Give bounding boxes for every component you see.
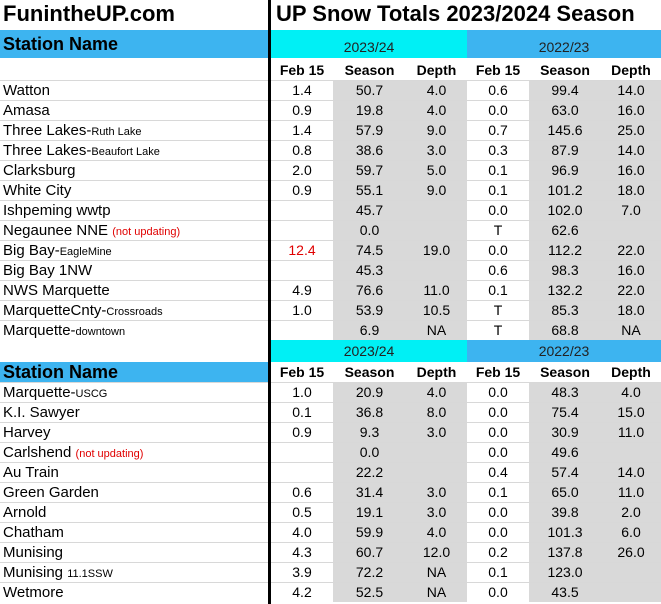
station-name-suffix: Crossroads (106, 306, 163, 318)
cell-season-previous: 65.0 (529, 483, 601, 502)
cell-feb15-current: 0.5 (292, 504, 312, 520)
cell-season-previous: 132.2 (529, 281, 601, 300)
cell-season-previous: 49.6 (529, 443, 601, 462)
station-name-main: K.I. Sawyer (3, 404, 80, 421)
station-name-main: Munising (3, 564, 68, 581)
station-name-main: Munising (3, 544, 64, 561)
cell-feb15-previous: 0.0 (488, 404, 508, 420)
station-name (3, 483, 99, 503)
station-name-main: Carlshend (3, 444, 72, 461)
table-row (0, 240, 661, 260)
cell-feb15-previous: 0.1 (488, 182, 508, 198)
cell-depth-current: NA (406, 321, 467, 340)
cell-feb15-previous: 0.1 (488, 162, 508, 178)
site-name[interactable]: FunintheUP.com (0, 0, 270, 28)
cell-feb15-current: 0.9 (292, 102, 312, 118)
station-name-main: Ishpeming wwtp (3, 202, 111, 219)
cell-depth-current (406, 443, 467, 462)
cell-depth-current: 9.0 (406, 121, 467, 140)
table-row (0, 260, 661, 280)
cell-depth-current: 11.0 (406, 281, 467, 300)
cell-season-current: 36.8 (333, 403, 406, 422)
table-row (0, 300, 661, 320)
station-name-suffix: Ruth Lake (91, 126, 142, 138)
cell-season-previous: 48.3 (529, 383, 601, 402)
cell-depth-previous: 11.0 (601, 483, 661, 502)
table-row (0, 462, 661, 482)
cell-feb15-previous: 0.7 (488, 122, 508, 138)
cell-season-previous: 30.9 (529, 423, 601, 442)
cell-depth-previous: 16.0 (601, 161, 661, 180)
cell-season-previous: 57.4 (529, 463, 601, 482)
cell-feb15-current (271, 201, 333, 220)
cell-feb15-previous: 0.3 (488, 142, 508, 158)
cell-feb15-current: 0.9 (292, 424, 312, 440)
column-header-row-1 (0, 60, 661, 80)
table-row (0, 180, 661, 200)
cell-feb15-current: 1.0 (292, 384, 312, 400)
station-name-main: Wetmore (3, 584, 64, 601)
cell-season-current: 50.7 (333, 81, 406, 100)
cell-depth-previous: 2.0 (601, 503, 661, 522)
cell-depth-current: 19.0 (406, 241, 467, 260)
station-name (3, 81, 50, 101)
table-row (0, 280, 661, 300)
cell-feb15-previous: 0.0 (488, 584, 508, 600)
cell-feb15-previous: 0.4 (488, 464, 508, 480)
cell-feb15-current (271, 221, 333, 240)
col-depth-previous-2: Depth (611, 364, 651, 380)
station-name-main: Marquette- (3, 384, 76, 401)
cell-feb15-current: 0.6 (292, 484, 312, 500)
station-name (3, 281, 110, 301)
table-row (0, 402, 661, 422)
year-previous-header: 2022/23 (467, 30, 661, 58)
station-name-main: Green Garden (3, 484, 99, 501)
cell-season-previous: 137.8 (529, 543, 601, 562)
station-name-suffix: EagleMine (59, 246, 112, 258)
not-updating-note: (not updating) (75, 448, 144, 460)
table-row (0, 320, 661, 340)
station-name-header: Station Name (0, 30, 268, 58)
cell-depth-current: 9.0 (406, 181, 467, 200)
station-name-main: Amasa (3, 102, 50, 119)
cell-season-current: 31.4 (333, 483, 406, 502)
column-divider (268, 0, 271, 604)
cell-feb15-current: 0.8 (292, 142, 312, 158)
station-name (3, 443, 143, 463)
cell-season-previous: 39.8 (529, 503, 601, 522)
col-feb15-current: Feb 15 (279, 62, 325, 78)
station-name (3, 463, 59, 483)
cell-season-current: 76.6 (333, 281, 406, 300)
col-season-current: Season (344, 62, 395, 78)
cell-depth-current (406, 221, 467, 240)
cell-season-previous: 98.3 (529, 261, 601, 280)
station-name (3, 141, 160, 161)
cell-season-previous: 87.9 (529, 141, 601, 160)
cell-depth-previous (601, 443, 661, 462)
cell-depth-current: 3.0 (406, 503, 467, 522)
cell-depth-current: 8.0 (406, 403, 467, 422)
cell-feb15-previous: 0.0 (488, 242, 508, 258)
cell-depth-previous: 22.0 (601, 241, 661, 260)
cell-feb15-previous: 0.0 (488, 102, 508, 118)
cell-season-current: 45.7 (333, 201, 406, 220)
cell-feb15-current: 0.1 (292, 404, 312, 420)
cell-season-current: 22.2 (333, 463, 406, 482)
cell-depth-previous: 25.0 (601, 121, 661, 140)
cell-depth-current: 12.0 (406, 543, 467, 562)
station-name-main: Au Train (3, 464, 59, 481)
cell-season-previous: 63.0 (529, 101, 601, 120)
cell-depth-previous: 14.0 (601, 463, 661, 482)
cell-depth-current: 3.0 (406, 423, 467, 442)
cell-feb15-current (271, 261, 333, 280)
cell-season-previous: 112.2 (529, 241, 601, 260)
station-name-main: MarquetteCnty- (3, 302, 107, 319)
cell-feb15-current (271, 463, 333, 482)
cell-depth-current: NA (406, 563, 467, 582)
cell-depth-previous (601, 563, 661, 582)
station-name (3, 221, 180, 241)
section-2-year-header (0, 340, 661, 362)
station-name (3, 503, 46, 523)
cell-depth-previous: 18.0 (601, 181, 661, 200)
station-name-main: Chatham (3, 524, 64, 541)
cell-season-previous: 75.4 (529, 403, 601, 422)
station-name-main: Arnold (3, 504, 47, 521)
cell-feb15-current: 4.2 (292, 584, 312, 600)
cell-feb15-current (271, 443, 333, 462)
cell-season-previous: 85.3 (529, 301, 601, 320)
cell-season-current: 20.9 (333, 383, 406, 402)
cell-depth-previous: 6.0 (601, 523, 661, 542)
cell-feb15-current: 1.4 (292, 122, 312, 138)
cell-season-current: 59.9 (333, 523, 406, 542)
cell-depth-previous: 22.0 (601, 281, 661, 300)
station-name-header-2: Station Name (0, 362, 268, 382)
cell-depth-previous: 14.0 (601, 141, 661, 160)
cell-feb15-current: 0.9 (292, 182, 312, 198)
cell-season-current: 72.2 (333, 563, 406, 582)
cell-season-current: 38.6 (333, 141, 406, 160)
table-row (0, 100, 661, 120)
cell-season-current: 74.5 (333, 241, 406, 260)
cell-season-current: 55.1 (333, 181, 406, 200)
cell-season-current: 59.7 (333, 161, 406, 180)
table-row (0, 80, 661, 100)
col-depth-previous: Depth (611, 62, 651, 78)
cell-season-previous: 101.3 (529, 523, 601, 542)
year-previous-header-2: 2022/23 (467, 340, 661, 362)
cell-depth-current (406, 463, 467, 482)
col-feb15-previous-2: Feb 15 (475, 364, 521, 380)
cell-depth-previous: 7.0 (601, 201, 661, 220)
cell-feb15-previous: 0.1 (488, 282, 508, 298)
cell-season-current: 45.3 (333, 261, 406, 280)
table-row (0, 582, 661, 602)
table-row (0, 502, 661, 522)
table-row (0, 562, 661, 582)
station-name-main: Big Bay 1NW (3, 262, 93, 279)
cell-season-current: 19.8 (333, 101, 406, 120)
cell-feb15-previous: T (493, 302, 503, 318)
cell-season-previous: 96.9 (529, 161, 601, 180)
cell-feb15-current (271, 321, 333, 340)
cell-season-current: 6.9 (333, 321, 406, 340)
cell-depth-previous: 16.0 (601, 261, 661, 280)
table-row (0, 120, 661, 140)
cell-depth-previous: 18.0 (601, 301, 661, 320)
cell-depth-current: 4.0 (406, 101, 467, 120)
cell-season-current: 0.0 (333, 443, 406, 462)
station-name (3, 261, 92, 281)
cell-season-current: 19.1 (333, 503, 406, 522)
station-name-suffix: Beaufort Lake (91, 146, 160, 158)
cell-feb15-previous: 0.0 (488, 504, 508, 520)
cell-feb15-previous: 0.0 (488, 384, 508, 400)
cell-season-current: 9.3 (333, 423, 406, 442)
station-name (3, 181, 71, 201)
cell-feb15-current: 4.3 (292, 544, 312, 560)
cell-season-previous: 99.4 (529, 81, 601, 100)
cell-feb15-previous: 0.0 (488, 202, 508, 218)
cell-feb15-previous: 0.1 (488, 564, 508, 580)
station-name-main: Big Bay- (3, 242, 60, 259)
cell-feb15-current: 2.0 (292, 162, 312, 178)
station-name-main: Three Lakes- (3, 122, 92, 139)
station-name (3, 121, 142, 141)
station-name (3, 161, 76, 181)
station-name-main: Negaunee NNE (3, 222, 109, 239)
table-row (0, 442, 661, 462)
cell-season-previous: 145.6 (529, 121, 601, 140)
cell-feb15-previous: 0.6 (488, 262, 508, 278)
cell-depth-current: 3.0 (406, 483, 467, 502)
cell-depth-previous: 11.0 (601, 423, 661, 442)
cell-feb15-previous: 0.2 (488, 544, 508, 560)
cell-feb15-previous: 0.0 (488, 424, 508, 440)
station-name (3, 543, 63, 563)
cell-feb15-previous: T (493, 322, 503, 338)
cell-season-previous: 101.2 (529, 181, 601, 200)
cell-season-current: 60.7 (333, 543, 406, 562)
cell-depth-current: 5.0 (406, 161, 467, 180)
station-name-main: Marquette- (3, 322, 76, 339)
page-title: UP Snow Totals 2023/2024 Season (276, 1, 635, 26)
col-season-previous: Season (540, 62, 590, 78)
section-1-header (0, 30, 661, 58)
station-name (3, 563, 113, 583)
column-header-row-2 (0, 362, 661, 382)
table-row (0, 160, 661, 180)
station-name-main: Clarksburg (3, 162, 76, 179)
year-current-header-2: 2023/24 (271, 340, 467, 362)
station-name-suffix: USCG (75, 388, 108, 400)
cell-depth-previous: 26.0 (601, 543, 661, 562)
cell-depth-current: 4.0 (406, 81, 467, 100)
col-season-current-2: Season (344, 364, 395, 380)
sheet-header (0, 0, 661, 28)
station-name (3, 403, 80, 423)
station-name-suffix: 11.1SSW (67, 568, 113, 580)
station-name (3, 321, 125, 341)
cell-season-previous: 102.0 (529, 201, 601, 220)
table-row (0, 542, 661, 562)
table-row (0, 382, 661, 402)
cell-feb15-previous: 0.0 (488, 444, 508, 460)
year-current-header: 2023/24 (271, 30, 467, 58)
table-row (0, 422, 661, 442)
station-name-main: NWS Marquette (3, 282, 110, 299)
cell-feb15-previous: 0.1 (488, 484, 508, 500)
station-name-main: White City (3, 182, 72, 199)
cell-depth-previous (601, 583, 661, 602)
station-name-main: Harvey (3, 424, 51, 441)
cell-season-current: 53.9 (333, 301, 406, 320)
table-row (0, 200, 661, 220)
cell-season-previous: 68.8 (529, 321, 601, 340)
cell-feb15-previous: 0.6 (488, 82, 508, 98)
station-name-suffix: downtown (75, 326, 126, 338)
station-name (3, 241, 112, 261)
cell-depth-current: 10.5 (406, 301, 467, 320)
col-feb15-current-2: Feb 15 (279, 364, 325, 380)
cell-depth-previous: NA (601, 321, 661, 340)
station-name (3, 101, 50, 121)
cell-season-previous: 43.5 (529, 583, 601, 602)
table-row (0, 140, 661, 160)
col-feb15-previous: Feb 15 (475, 62, 521, 78)
cell-depth-previous: 15.0 (601, 403, 661, 422)
station-name-main: Watton (3, 82, 50, 99)
cell-depth-current: 4.0 (406, 523, 467, 542)
cell-depth-current (406, 261, 467, 280)
station-name (3, 523, 64, 543)
station-name (3, 583, 64, 603)
cell-season-current: 57.9 (333, 121, 406, 140)
station-name (3, 383, 107, 403)
cell-depth-current (406, 201, 467, 220)
cell-depth-previous: 4.0 (601, 383, 661, 402)
cell-feb15-current: 4.0 (292, 524, 312, 540)
cell-feb15-previous: T (493, 222, 503, 238)
cell-depth-previous: 14.0 (601, 81, 661, 100)
not-updating-note: (not updating) (112, 226, 181, 238)
cell-season-previous: 62.6 (529, 221, 601, 240)
cell-depth-previous: 16.0 (601, 101, 661, 120)
cell-feb15-current: 1.4 (292, 82, 312, 98)
cell-depth-current: 4.0 (406, 383, 467, 402)
table-row (0, 220, 661, 240)
col-depth-current: Depth (416, 62, 457, 78)
cell-season-current: 52.5 (333, 583, 406, 602)
table-row (0, 482, 661, 502)
col-season-previous-2: Season (540, 364, 590, 380)
cell-depth-previous (601, 221, 661, 240)
cell-feb15-current: 12.4 (288, 242, 316, 258)
cell-depth-current: 3.0 (406, 141, 467, 160)
table-row (0, 522, 661, 542)
cell-feb15-current: 3.9 (292, 564, 312, 580)
cell-season-current: 0.0 (333, 221, 406, 240)
cell-season-previous: 123.0 (529, 563, 601, 582)
cell-feb15-previous: 0.0 (488, 524, 508, 540)
col-depth-current-2: Depth (416, 364, 457, 380)
cell-depth-current: NA (406, 583, 467, 602)
station-name (3, 201, 111, 221)
station-name (3, 301, 163, 321)
station-name (3, 423, 51, 443)
cell-feb15-current: 4.9 (292, 282, 312, 298)
station-name-main: Three Lakes- (3, 142, 92, 159)
cell-feb15-current: 1.0 (292, 302, 312, 318)
